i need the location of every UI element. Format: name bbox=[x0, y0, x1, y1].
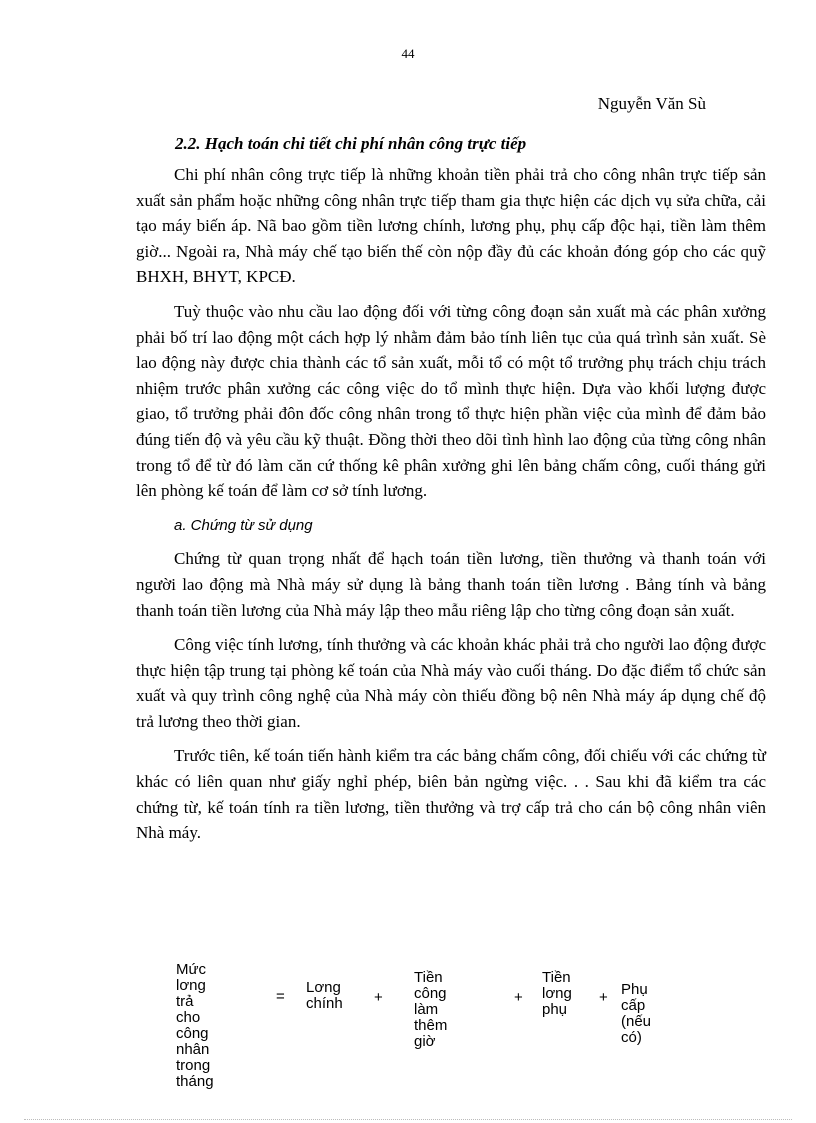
subheading: a. Chứng từ sử dụng bbox=[174, 516, 313, 534]
paragraph: Tuỳ thuộc vào nhu cầu lao động đối với từng công đoạn sản xuất mà các phân xưởng phải bố trí lao động một cách hợp lý nhằm đảm bảo tính liên tục của quá trình sản xuất. Sè lao động này được chia thành các tổ sản xuất, mỗi tổ có một tổ trưởng phụ trách chịu trách nhiệm trước phân xưởng các công việc do tổ mình thực hiện. Dựa vào khối lượng được giao, tổ trưởng phải đôn đốc công nhân trong tổ thực hiện phần việc của mình để đảm bảo đúng tiến độ và yêu cầu kỹ thuật. Đồng thời theo dõi tình hình lao động của từng công nhân trong tổ để từ đó làm căn cứ thống kê phân xưởng ghi lên bảng chấm công, cuối tháng gửi lên phòng kế toán để làm cơ sở tính lương. bbox=[136, 301, 766, 501]
author-name: Nguyễn Văn Sù bbox=[597, 94, 706, 113]
formula-equals: = bbox=[276, 988, 285, 1005]
formula-plus: + bbox=[374, 989, 383, 1006]
formula-term-allowance: Phụ cấp (nếu có) bbox=[621, 981, 652, 1046]
paragraph: Trước tiên, kế toán tiến hành kiểm tra các bảng chấm công, đối chiếu với các chứng từ khác có liên quan như giấy nghỉ phép, biên bản ngừng việc. . . Sau khi đã kiểm tra các chứng từ, kế toán tính ra tiền lương, tiền thưởng và trợ cấp trả cho cán bộ công nhân viên Nhà máy. bbox=[136, 746, 766, 843]
paragraph: Chi phí nhân công trực tiếp là những khoản tiền phải trả cho công nhân trực tiếp sản xuất sản phẩm hoặc những công nhân trực tiếp tham gia thực hiện các dịch vụ sửa chữa, cải tạo máy biến áp. Nã bao gồm tiền lương chính, lương phụ, phụ cấp độc hại, tiền làm thêm giờ... Ngoài ra, Nhà máy chế tạo biến thế còn nộp đầy đủ các khoản đóng góp cho các quỹ BHXH, BHYT, KPCĐ. bbox=[136, 165, 766, 287]
formula-term-overtime: Tiền công làm thêm giờ bbox=[414, 969, 448, 1050]
document-body bbox=[136, 162, 766, 855]
formula-term-extra-salary: Tiền lơng phụ bbox=[542, 969, 572, 1018]
footer-rule bbox=[24, 1119, 792, 1120]
page-number: 44 bbox=[401, 46, 415, 61]
formula-plus: + bbox=[599, 989, 608, 1006]
formula-plus: + bbox=[514, 989, 523, 1006]
paragraph: Công việc tính lương, tính thưởng và các khoản khác phải trả cho người lao động được thực hiện tập trung tại phòng kế toán của Nhà máy vào cuối tháng. Do đặc điểm tổ chức sản xuất và quy trình công nghệ của Nhà máy còn thiếu đồng bộ nên Nhà máy áp dụng chế độ trả lương theo thời gian. bbox=[136, 635, 766, 731]
section-heading: 2.2. Hạch toán chi tiết chi phí nhân công trực tiếp bbox=[175, 134, 527, 153]
formula-lhs: Mức lơng trả cho công nhân trong tháng bbox=[176, 961, 214, 1090]
formula-term-main-salary: Lơng chính bbox=[306, 979, 343, 1012]
paragraph: Chứng từ quan trọng nhất để hạch toán tiền lương, tiền thưởng và thanh toán với người lao động mà Nhà máy sử dụng là bảng thanh toán tiền lương . Bảng tính và bảng thanh toán tiền lương của Nhà máy lập theo mẫu riêng lập cho từng công đoạn sản xuất. bbox=[136, 549, 766, 620]
